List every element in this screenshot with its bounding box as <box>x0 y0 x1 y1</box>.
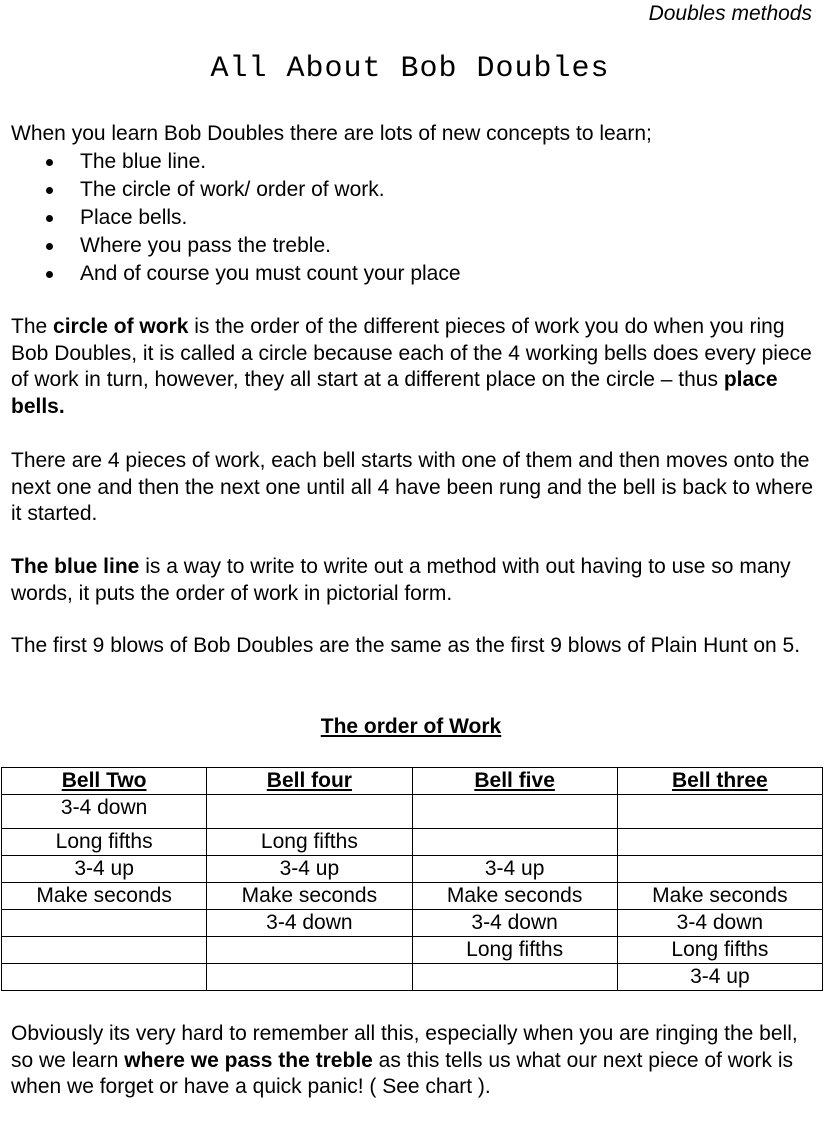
order-of-work-table <box>1 767 823 991</box>
blue-line-term: The blue line <box>11 555 140 578</box>
table-cell: 3-4 down <box>617 910 822 937</box>
pass-treble-term: where we pass the treble <box>124 1048 373 1072</box>
table-cell: Long fifths <box>617 937 822 964</box>
table-cell: Make seconds <box>412 883 617 910</box>
table-cell: Long fifths <box>207 829 412 856</box>
page-title: All About Bob Doubles <box>210 52 610 86</box>
pass-treble-paragraph: Obviously its very hard to remember all this, especially when you are ringing the bell, so we learn where we pass the treble as this tells us what our next piece of work is when we forget or have a quick panic! ( See chart ). <box>11 1022 798 1098</box>
table-cell: Make seconds <box>207 883 412 910</box>
table-cell <box>617 795 822 829</box>
table-cell: Long fifths <box>412 937 617 964</box>
table-cell: 3-4 down <box>412 910 617 937</box>
table-row <box>2 883 823 910</box>
list-item: The circle of work/ order of work. <box>46 176 461 204</box>
table-row <box>2 856 823 883</box>
circle-of-work-term: circle of work <box>53 315 189 338</box>
table-cell: 3-4 up <box>2 856 207 883</box>
blue-line-paragraph: The blue line is a way to write to write out a method with out having to use so many words, it puts the order of work in pictorial form. <box>11 555 791 605</box>
column-header-bell-three: Bell three <box>617 768 822 795</box>
place-bells-term: place bells. <box>11 368 778 418</box>
list-item: Where you pass the treble. <box>46 232 461 260</box>
order-of-work-heading: The order of Work <box>320 715 502 738</box>
table-cell: Make seconds <box>2 883 207 910</box>
column-header-bell-five: Bell five <box>412 768 617 795</box>
table-cell <box>617 856 822 883</box>
pieces-of-work-paragraph: There are 4 pieces of work, each bell starts with one of them and then moves onto the next one and then the next one until all 4 have been rung and the bell is back to where it started. <box>11 449 814 525</box>
table-cell <box>412 829 617 856</box>
table-cell <box>2 937 207 964</box>
table-cell: Long fifths <box>2 829 207 856</box>
table-cell <box>2 964 207 991</box>
table-cell <box>2 910 207 937</box>
column-header-bell-four: Bell four <box>207 768 412 795</box>
table-cell <box>207 964 412 991</box>
table-row <box>2 829 823 856</box>
table-row <box>2 795 823 829</box>
table-row <box>2 910 823 937</box>
table-cell <box>207 795 412 829</box>
table-row <box>2 937 823 964</box>
table-cell <box>617 829 822 856</box>
list-item: Place bells. <box>46 204 461 232</box>
table-header-row <box>2 768 823 795</box>
table-cell <box>412 795 617 829</box>
intro-text: When you learn Bob Doubles there are lots of new concepts to learn; <box>11 122 652 145</box>
concepts-list <box>46 148 461 288</box>
table-cell <box>412 964 617 991</box>
table-cell: 3-4 down <box>207 910 412 937</box>
table-cell: Make seconds <box>617 883 822 910</box>
table-row <box>2 964 823 991</box>
list-item: And of course you must count your place <box>46 260 461 288</box>
table-cell: 3-4 up <box>412 856 617 883</box>
table-cell: 3-4 up <box>207 856 412 883</box>
table-cell <box>207 937 412 964</box>
table-cell: 3-4 up <box>617 964 822 991</box>
circle-of-work-paragraph: The circle of work is the order of the different pieces of work you do when you ring Bob Doubles, it is called a circle because each of the 4 working bells does every piece of work in turn, however, they all start at a different place on the circle – thus place bells. <box>11 315 812 418</box>
list-item: The blue line. <box>46 148 461 176</box>
page-header-label: Doubles methods <box>648 2 812 25</box>
column-header-bell-two: Bell Two <box>2 768 207 795</box>
table-cell: 3-4 down <box>2 795 207 829</box>
plain-hunt-paragraph: The first 9 blows of Bob Doubles are the same as the first 9 blows of Plain Hunt on 5. <box>11 634 801 657</box>
